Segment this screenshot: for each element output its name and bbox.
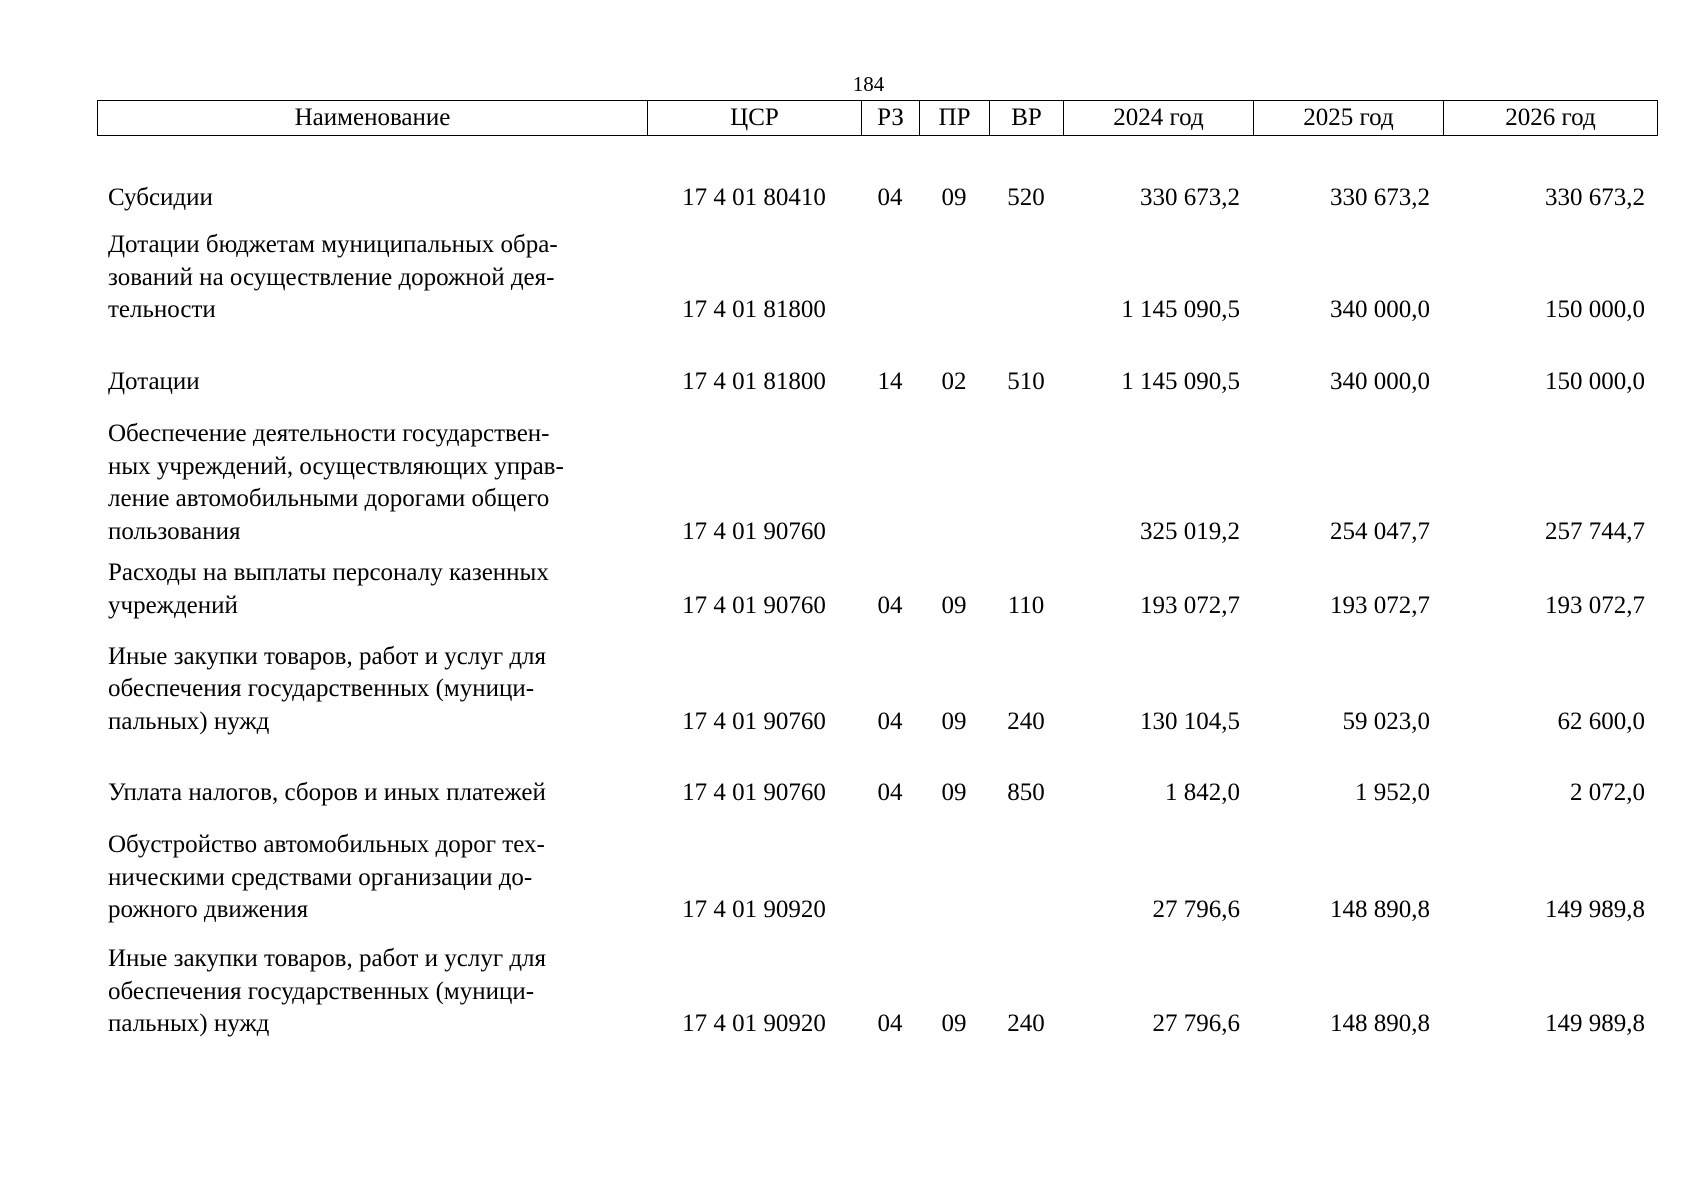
cell-rz: 14 xyxy=(877,367,903,395)
table-row xyxy=(97,366,1657,399)
name-line: обеспечения государственных (муници- xyxy=(108,977,535,1005)
table-row xyxy=(97,229,1657,327)
row-spacer-cell xyxy=(97,738,1657,777)
row-spacer-cell xyxy=(97,215,1657,229)
table-row xyxy=(97,829,1657,927)
row-spacer xyxy=(97,215,1657,229)
cell-pr: 02 xyxy=(941,367,967,395)
header-2025: 2025 год xyxy=(1254,101,1444,136)
cell-rz xyxy=(861,829,919,927)
cell-pr xyxy=(919,829,989,927)
header-pr: ПР xyxy=(920,101,990,136)
cell-2026: 2 072,0 xyxy=(1570,779,1645,806)
row-spacer xyxy=(97,327,1657,366)
cell-2024: 1 145 090,5 xyxy=(1121,367,1240,395)
row-spacer xyxy=(97,622,1657,640)
name-line: Дотации xyxy=(108,367,200,395)
cell-name xyxy=(97,829,647,927)
cell-vr: 510 xyxy=(1007,367,1045,395)
table-row xyxy=(97,557,1657,622)
table-header xyxy=(97,100,1658,136)
cell-2025: 254 047,7 xyxy=(1330,517,1430,545)
cell-vr: 240 xyxy=(1007,707,1045,735)
name-line: Иные закупки товаров, работ и услуг для xyxy=(108,642,547,670)
row-spacer xyxy=(97,152,1657,182)
cell-name xyxy=(97,777,647,810)
name-line: ных учреждений, осуществляющих управ- xyxy=(108,452,564,480)
cell-pr: 09 xyxy=(941,1010,967,1037)
cell-vr: 520 xyxy=(1007,184,1045,211)
name-line: Уплата налогов, сборов и иных платежей xyxy=(108,779,546,806)
cell-vr xyxy=(989,229,1063,327)
cell-vr xyxy=(989,829,1063,927)
header-2026: 2026 год xyxy=(1444,101,1658,136)
cell-2024: 1 842,0 xyxy=(1165,779,1240,806)
cell-2026: 150 000,0 xyxy=(1545,296,1645,323)
table-row xyxy=(97,640,1657,738)
page-number: 184 xyxy=(852,72,885,96)
header-csr: ЦСР xyxy=(648,101,862,136)
cell-name xyxy=(97,182,647,215)
cell-csr: 17 4 01 81800 xyxy=(682,367,826,395)
row-spacer xyxy=(97,548,1657,557)
cell-2026: 193 072,7 xyxy=(1545,591,1645,619)
name-line: Субсидии xyxy=(108,184,213,211)
name-line: обеспечения государственных (муници- xyxy=(108,675,535,702)
table-row xyxy=(97,182,1657,215)
cell-2025: 148 890,8 xyxy=(1330,1010,1430,1037)
header-2024: 2024 год xyxy=(1064,101,1254,136)
budget-table xyxy=(97,152,1657,1041)
cell-vr: 850 xyxy=(1007,779,1045,806)
cell-2026: 149 989,8 xyxy=(1545,896,1645,923)
name-line: пользования xyxy=(108,517,241,545)
row-spacer xyxy=(97,398,1657,418)
header-name: Наименование xyxy=(98,101,648,136)
cell-2026: 150 000,0 xyxy=(1545,367,1645,395)
row-spacer xyxy=(97,810,1657,829)
row-spacer-cell xyxy=(97,810,1657,829)
cell-rz: 04 xyxy=(877,184,903,211)
cell-name xyxy=(97,229,647,327)
name-line: Расходы на выплаты персоналу казенных xyxy=(108,559,549,586)
cell-2026: 330 673,2 xyxy=(1545,184,1645,211)
cell-csr: 17 4 01 81800 xyxy=(682,296,826,323)
cell-name xyxy=(97,418,647,548)
cell-name xyxy=(97,366,647,399)
name-line: ническими средствами организации до- xyxy=(108,863,533,891)
cell-2024: 1 145 090,5 xyxy=(1121,296,1240,323)
cell-csr: 17 4 01 80410 xyxy=(682,184,826,211)
name-line: рожного движения xyxy=(108,896,309,923)
cell-2024: 27 796,6 xyxy=(1152,896,1240,923)
row-spacer-cell xyxy=(97,152,1657,182)
cell-2025: 59 023,0 xyxy=(1342,707,1430,735)
name-line: Обеспечение деятельности государствен- xyxy=(108,420,550,447)
cell-name xyxy=(97,557,647,622)
cell-2026: 62 600,0 xyxy=(1557,707,1645,735)
cell-name xyxy=(97,943,647,1041)
cell-csr: 17 4 01 90760 xyxy=(682,591,826,619)
cell-2024: 130 104,5 xyxy=(1140,707,1240,735)
cell-rz: 04 xyxy=(877,591,903,619)
header-rz: РЗ xyxy=(862,101,920,136)
cell-csr: 17 4 01 90920 xyxy=(682,1010,826,1037)
name-line: Иные закупки товаров, работ и услуг для xyxy=(108,945,547,972)
cell-pr: 09 xyxy=(941,707,967,735)
name-line: пальных) нужд xyxy=(108,707,270,735)
cell-2026: 257 744,7 xyxy=(1545,517,1645,545)
cell-vr: 240 xyxy=(1007,1010,1045,1037)
name-line: зований на осуществление дорожной дея- xyxy=(108,263,555,291)
table-body xyxy=(97,152,1657,1041)
row-spacer xyxy=(97,738,1657,777)
cell-2025: 340 000,0 xyxy=(1330,296,1430,323)
name-line: Обустройство автомобильных дорог тех- xyxy=(108,831,545,858)
name-line: пальных) нужд xyxy=(108,1010,270,1037)
row-spacer-cell xyxy=(97,327,1657,366)
cell-2025: 330 673,2 xyxy=(1330,184,1430,211)
cell-csr: 17 4 01 90760 xyxy=(682,517,826,545)
table-row xyxy=(97,943,1657,1041)
cell-rz xyxy=(861,418,919,548)
cell-2025: 340 000,0 xyxy=(1330,367,1430,395)
cell-2025: 193 072,7 xyxy=(1330,591,1430,619)
cell-pr xyxy=(919,229,989,327)
cell-2026: 149 989,8 xyxy=(1545,1010,1645,1037)
row-spacer-cell xyxy=(97,398,1657,418)
name-line: ление автомобильными дорогами общего xyxy=(108,485,550,512)
cell-pr: 09 xyxy=(941,184,967,211)
header-vr: ВР xyxy=(990,101,1064,136)
table-row xyxy=(97,418,1657,548)
cell-2025: 148 890,8 xyxy=(1330,896,1430,923)
cell-2024: 193 072,7 xyxy=(1140,591,1240,619)
name-line: тельности xyxy=(108,296,216,323)
name-line: Дотации бюджетам муниципальных обра- xyxy=(108,231,558,258)
cell-vr: 110 xyxy=(1007,591,1045,619)
cell-pr: 09 xyxy=(941,779,967,806)
cell-csr: 17 4 01 90920 xyxy=(682,896,826,923)
row-spacer-cell xyxy=(97,927,1657,943)
cell-2025: 1 952,0 xyxy=(1355,779,1430,806)
row-spacer-cell xyxy=(97,548,1657,557)
cell-name xyxy=(97,640,647,738)
cell-csr: 17 4 01 90760 xyxy=(682,707,826,735)
cell-csr: 17 4 01 90760 xyxy=(682,779,826,806)
row-spacer-cell xyxy=(97,622,1657,640)
cell-rz xyxy=(861,229,919,327)
cell-rz: 04 xyxy=(877,779,903,806)
name-line: учреждений xyxy=(108,591,238,619)
table-row xyxy=(97,777,1657,810)
row-spacer xyxy=(97,927,1657,943)
cell-2024: 330 673,2 xyxy=(1140,184,1240,211)
cell-vr xyxy=(989,418,1063,548)
cell-pr xyxy=(919,418,989,548)
cell-rz: 04 xyxy=(877,1010,903,1037)
cell-2024: 27 796,6 xyxy=(1152,1010,1240,1037)
cell-pr: 09 xyxy=(941,591,967,619)
cell-2024: 325 019,2 xyxy=(1140,517,1240,545)
cell-rz: 04 xyxy=(877,707,903,735)
